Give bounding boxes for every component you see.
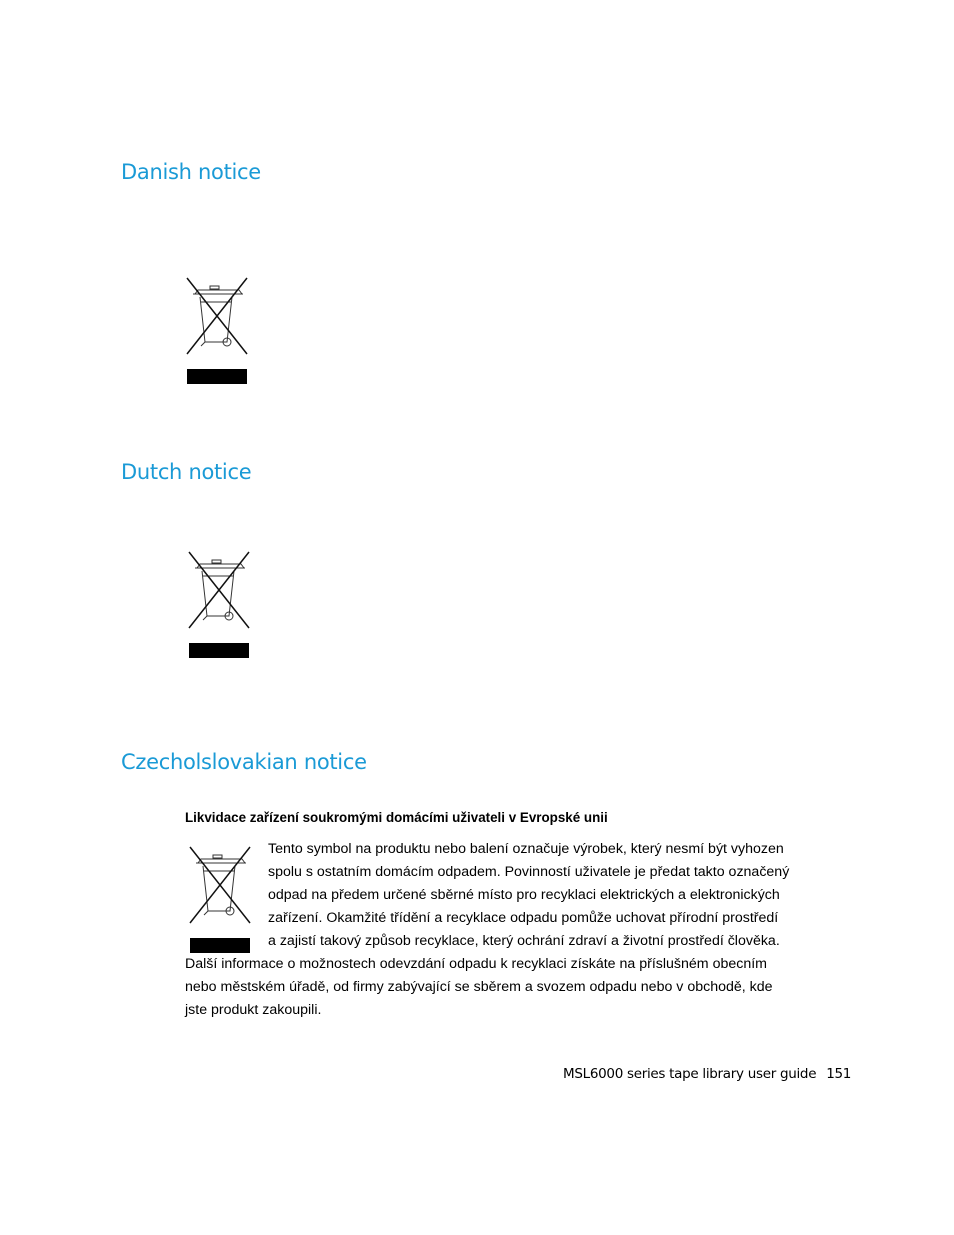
footer-guide-title: MSL6000 series tape library user guide bbox=[563, 1066, 817, 1082]
czech-notice-line: zařízení. Okamžité třídění a recyklace odpadu pomůže uchovat přírodní prostředí bbox=[268, 910, 779, 926]
czech-notice-line: Další informace o možnostech odevzdání odpadu k recyklaci získáte na příslušném obecním bbox=[185, 956, 767, 972]
crossed-out-wheelie-bin-icon bbox=[187, 550, 251, 660]
czech-notice-title: Likvidace zařízení soukromými domácími uživateli v Evropské unii bbox=[185, 810, 608, 825]
czech-notice-line: a zajistí takový způsob recyklace, který ochrání zdraví a životní prostředí člověka. bbox=[268, 933, 780, 949]
czech-notice-line: odpad na předem určené sběrné místo pro recyklaci elektrických a elektronických bbox=[268, 887, 780, 903]
czech-notice-heading: Czecholslovakian notice bbox=[121, 750, 367, 774]
dutch-notice-heading: Dutch notice bbox=[121, 460, 252, 484]
czech-notice-line: spolu s ostatním domácím odpadem. Povinností uživatele je předat takto označený bbox=[268, 864, 790, 880]
czech-notice-line: Tento symbol na produktu nebo balení označuje výrobek, který nesmí být vyhozen bbox=[268, 841, 784, 857]
page-footer bbox=[563, 1066, 851, 1082]
page-number: 151 bbox=[826, 1066, 852, 1082]
czech-notice-line: jste produkt zakoupili. bbox=[185, 1002, 322, 1018]
czech-notice-line: nebo městském úřadě, od firmy zabývající se sběrem a svozem odpadu nebo v obchodě, kde bbox=[185, 979, 773, 995]
crossed-out-wheelie-bin-icon bbox=[185, 276, 249, 386]
crossed-out-wheelie-bin-icon bbox=[188, 845, 252, 955]
danish-notice-heading: Danish notice bbox=[121, 160, 261, 184]
